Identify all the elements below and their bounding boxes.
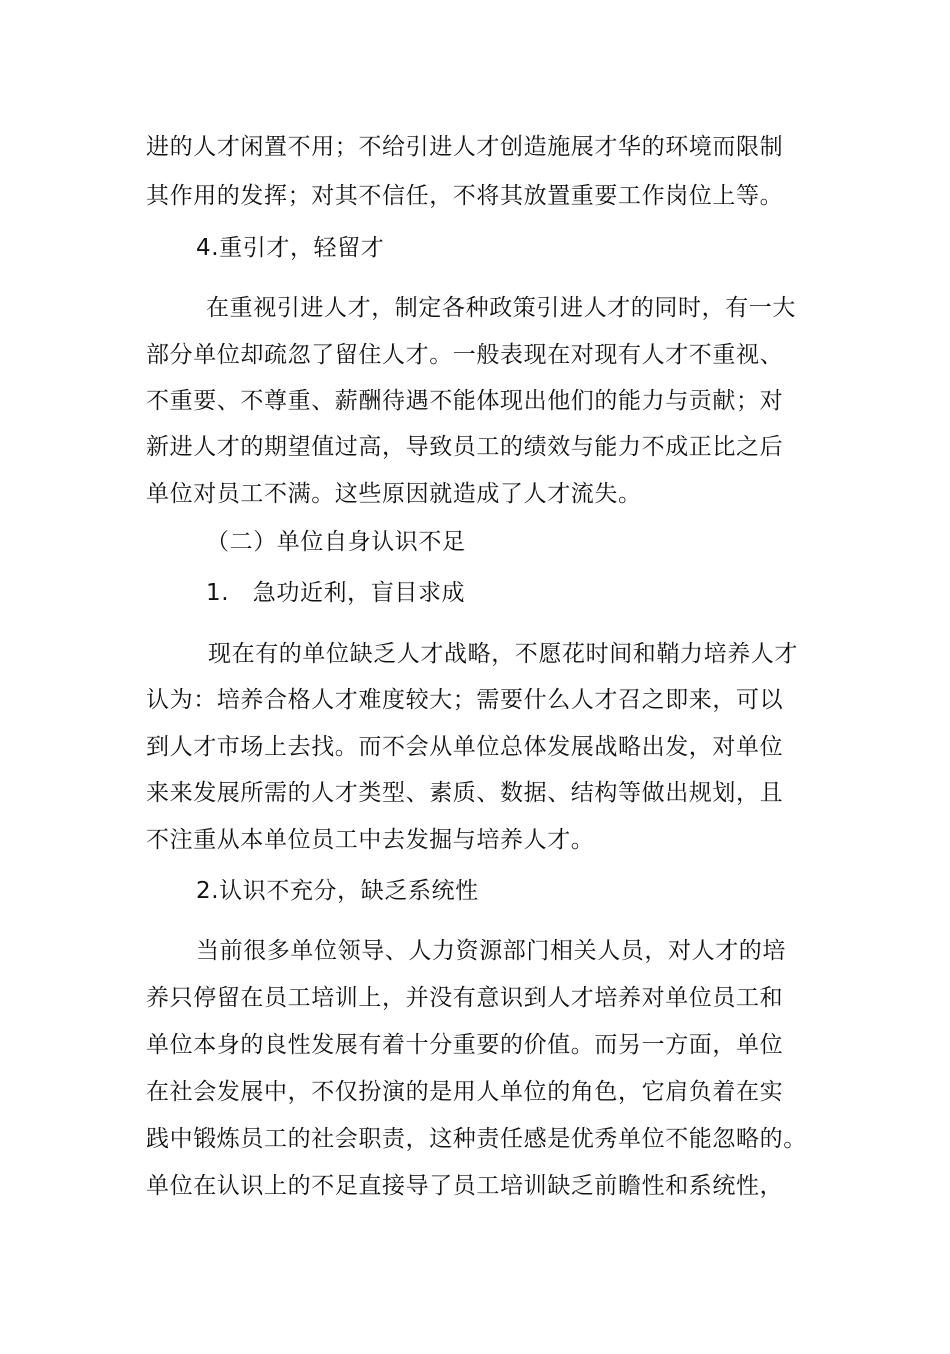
paragraph-line: 单位在认识上的不足直接导了员工培训缺乏前瞻性和系统性， xyxy=(146,1173,784,1199)
paragraph-line: 来来发展所需的人才类型、素质、数据、结构等做出规划，且 xyxy=(146,780,784,806)
paragraph-line: 认为：培养合格人才难度较大；需要什么人才召之即来，可以 xyxy=(146,687,784,713)
paragraph-line: 践中锻炼员工的社会职责，这种责任感是优秀单位不能忽略的。 xyxy=(146,1126,807,1152)
paragraph-line: 单位本身的良性发展有着十分重要的价值。而另一方面，单位 xyxy=(146,1032,784,1058)
section-heading: 2.认识不充分，缺乏系统性 xyxy=(196,878,479,904)
paragraph-line: 进的人才闲置不用；不给引进人才创造施展才华的环境而限制 xyxy=(146,134,784,160)
paragraph-line: 其作用的发挥；对其不信任，不将其放置重要工作岗位上等。 xyxy=(146,183,784,209)
paragraph-line: 养只停留在员工培训上，并没有意识到人才培养对单位员工和 xyxy=(146,985,784,1011)
section-heading: （二）单位自身认识不足 xyxy=(206,529,466,555)
paragraph-line: 现在有的单位缺乏人才战略，不愿花时间和鞘力培养人才 xyxy=(208,641,798,667)
paragraph-line: 在重视引进人才，制定各种政策引进人才的同时，有一大 xyxy=(206,295,796,321)
paragraph-line: 当前很多单位领导、人力资源部门相关人员，对人才的培 xyxy=(196,938,786,964)
section-heading: 4.重引才，轻留才 xyxy=(196,235,385,261)
paragraph-line: 新进人才的期望值过高，导致员工的绩效与能力不成正比之后 xyxy=(146,434,784,460)
paragraph-line: 不注重从本单位员工中去发掘与培养人才。 xyxy=(146,827,595,853)
paragraph-line: 单位对员工不满。这些原因就造成了人才流失。 xyxy=(146,481,642,507)
paragraph-line: 在社会发展中，不仅扮演的是用人单位的角色，它肩负着在实 xyxy=(146,1079,784,1105)
paragraph-line: 不重要、不尊重、薪酬待遇不能体现出他们的能力与贡献；对 xyxy=(146,388,784,414)
section-heading: 1. 急功近利，盲目求成 xyxy=(206,580,466,606)
paragraph-line: 部分单位却疏忽了留住人才。一般表现在对现有人才不重视、 xyxy=(146,342,784,368)
paragraph-line: 到人才市场上去找。而不会从单位总体发展战略出发，对单位 xyxy=(146,734,784,760)
